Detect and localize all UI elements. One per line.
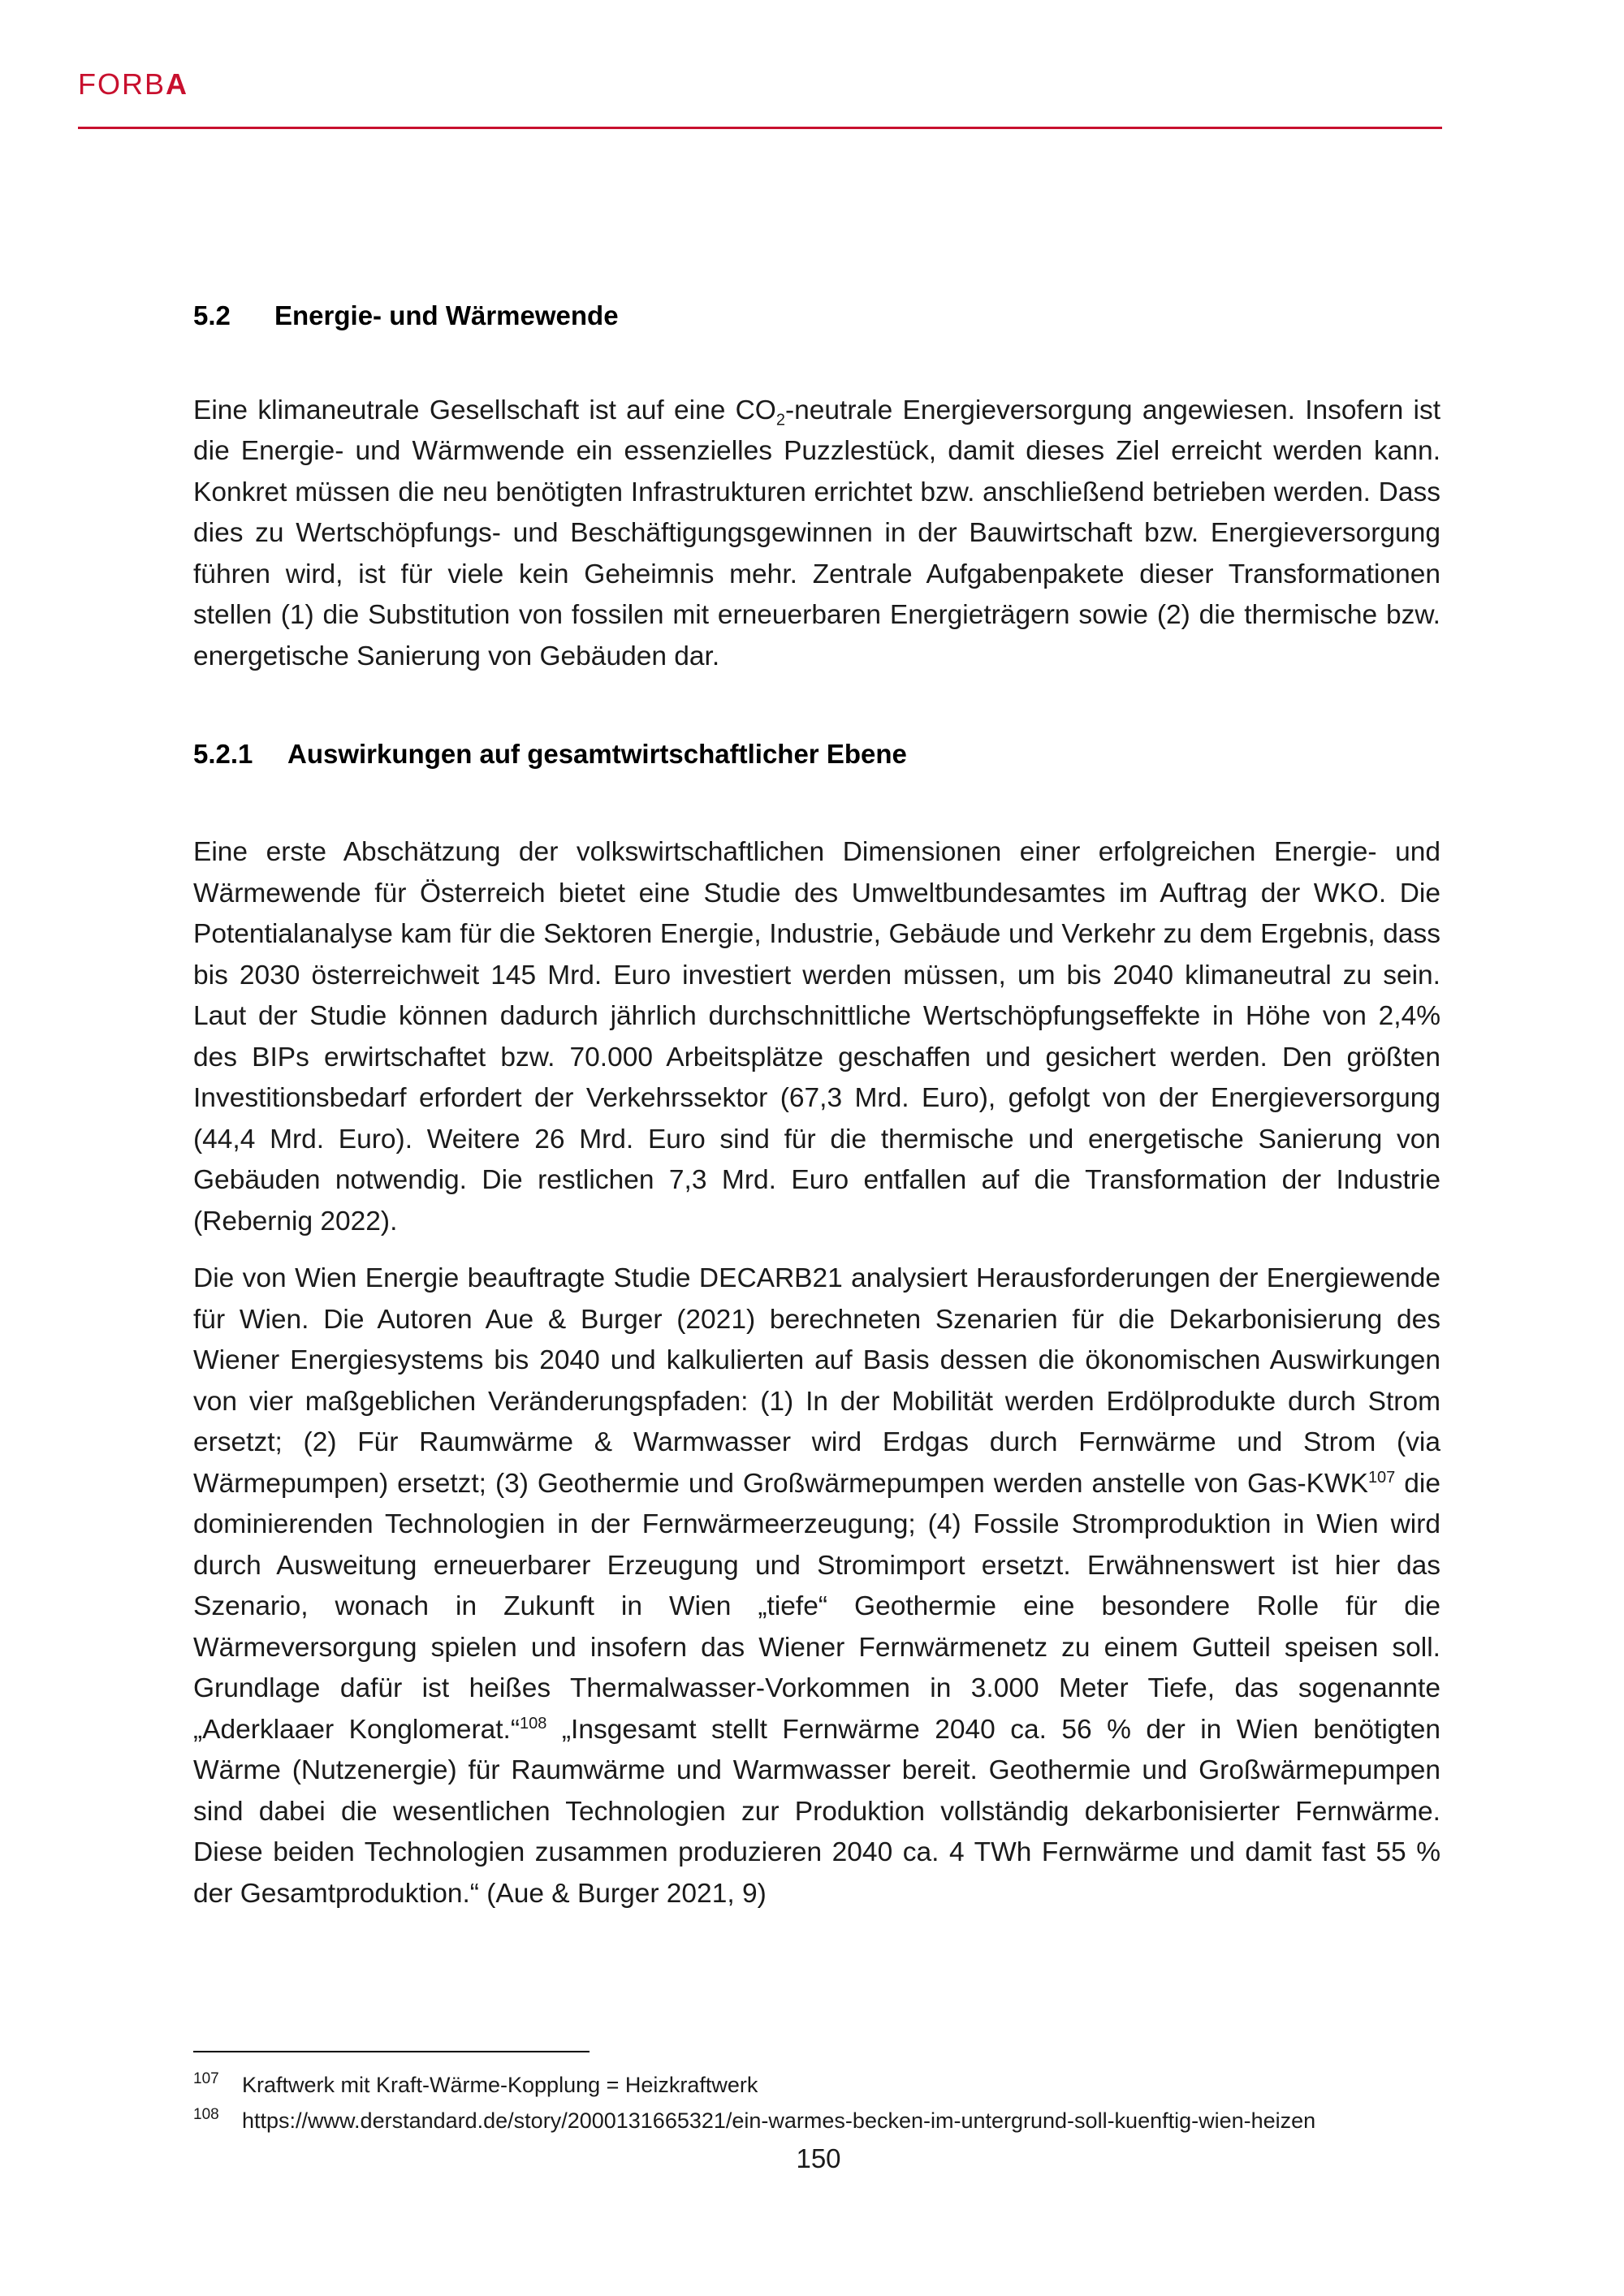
paragraph-text: die dominierenden Technologien in der Fernwärmeerzeugung; (4) Fossile Stromproduktion in Wien wird durch Ausweitung erneuerbarer Erzeugung und Stromimport ersetzt. Erwähnenswert ist hier das Szenario, wonach in Zukunft in Wien „tiefe“ Geothermie eine besondere Rolle für die Wärmeversorgung spielen und insofern das Wiener Fernwärmenetz zu einem Gutteil speisen soll. Grundlage dafür ist heißes Thermalwasser-Vorkommen in 3.000 Meter Tiefe, das sogenannte „Aderklaaer Konglomerat.“	[193, 1468, 1441, 1745]
subscript: 2	[775, 411, 785, 429]
header-divider	[78, 127, 1442, 129]
subsection-number: 5.2.1	[193, 739, 253, 770]
section-title: Energie- und Wärmewende	[274, 300, 619, 330]
main-content	[193, 299, 1440, 1931]
logo-text-regular: FORB	[78, 67, 166, 101]
logo-text-bold: A	[166, 67, 189, 101]
forba-logo	[78, 67, 189, 101]
paragraph-text: -neutrale Energieversorgung angewiesen. Insofern ist die Energie- und Wärmwende ein essenzielles Puzzlestück, damit dieses Ziel erreicht werden kann. Konkret müssen die neu benötigten Infrastrukturen errichtet bzw. anschließend betrieben werden. Dass dies zu Wertschöpfungs- und Beschäftigungsgewinnen in der Bauwirtschaft bzw. Energieversorgung führen wird, ist für viele kein Geheimnis mehr. Zentrale Aufgabenpakete dieser Transformationen stellen (1) die Substitution von fossilen mit erneuerbaren Energieträgern sowie (2) die thermische bzw. energetische Sanierung von Gebäuden dar.	[193, 395, 1440, 671]
section-paragraph	[193, 391, 1440, 678]
footnote-ref-108[interactable]: 108	[520, 1714, 547, 1733]
footnote-text: Kraftwerk mit Kraft-Wärme-Kopplung = Heizkraftwerk	[242, 2073, 758, 2097]
footnote-link[interactable]: https://www.derstandard.de/story/2000131665321/ein-warmes-becken-im-untergrund-soll-kuenftig-wien-heizen	[242, 2108, 1316, 2133]
footnote-ref-107[interactable]: 107	[1367, 1468, 1396, 1487]
subsection-heading	[193, 737, 1440, 772]
footnotes	[193, 2067, 1492, 2138]
section-heading	[193, 299, 1440, 334]
paragraph-text: „Insgesamt stellt Fernwärme 2040 ca. 56 % der in Wien benötigten Wärme (Nutzenergie) für Raumwärme und Warmwasser bereit. Geothermie und Großwärmepumpen sind dabei die wesentlichen Technologien zur Produktion vollständig dekarbonisierter Fernwärme. Diese beiden Technologien zusammen produzieren 2040 ca. 4 TWh Fernwärme und damit fast 55 % der Gesamtproduktion.“ (Aue & Burger 2021, 9)	[193, 1714, 1440, 1909]
footnote-divider	[193, 2051, 590, 2052]
paragraph-text: Die von Wien Energie beauftragte Studie DECARB21 analysiert Herausforderungen der Energiewende für Wien. Die Autoren Aue & Burger (2021) berechneten Szenarien für die Dekarbonisierung des Wiener Energiesystems bis 2040 und kalkulierten auf Basis dessen die ökonomischen Auswirkungen von vier maßgeblichen Veränderungspfaden: (1) In der Mobilität werden Erdölprodukte durch Strom ersetzt; (2) Für Raumwärme & Warmwasser wird Erdgas durch Fernwärme und Strom (via Wärmepumpen) ersetzt; (3) Geothermie und Großwärmepumpen werden anstelle von Gas-KWK	[193, 1263, 1440, 1499]
footnote-number: 107	[193, 2070, 219, 2087]
subsection-paragraph-2	[193, 1258, 1440, 1914]
footnote-108	[193, 2103, 1492, 2138]
page-number: 150	[796, 2143, 841, 2173]
footnote-107	[193, 2067, 1492, 2103]
subsection-paragraph-1: Eine erste Abschätzung der volkswirtschaftlichen Dimensionen einer erfolgreichen Energie- und Wärmewende für Österreich bietet eine Studie des Umweltbundesamtes im Auftrag der WKO. Die Potentialanalyse kam für die Sektoren Energie, Industrie, Gebäude und Verkehr zu dem Ergebnis, dass bis 2030 österreichweit 145 Mrd. Euro investiert werden müssen, um bis 2040 klimaneutral zu sein. Laut der Studie können dadurch jährlich durchschnittliche Wertschöpfungseffekte in Höhe von 2,4% des BIPs erwirtschaftet bzw. 70.000 Arbeitsplätze geschaffen und gesichert werden. Den größten Investitionsbedarf erfordert der Verkehrssektor (67,3 Mrd. Euro), gefolgt von der Energieversorgung (44,4 Mrd. Euro). Weitere 26 Mrd. Euro sind für die thermische und energetische Sanierung von Gebäuden notwendig. Die restlichen 7,3 Mrd. Euro entfallen auf die Transformation der Industrie (Rebernig 2022).	[193, 837, 1440, 1236]
section-number: 5.2	[193, 300, 231, 330]
paragraph-text: Eine klimaneutrale Gesellschaft ist auf eine CO	[193, 395, 776, 425]
subsection-title: Auswirkungen auf gesamtwirtschaftlicher Ebene	[287, 739, 907, 770]
footnote-number: 108	[193, 2106, 219, 2123]
